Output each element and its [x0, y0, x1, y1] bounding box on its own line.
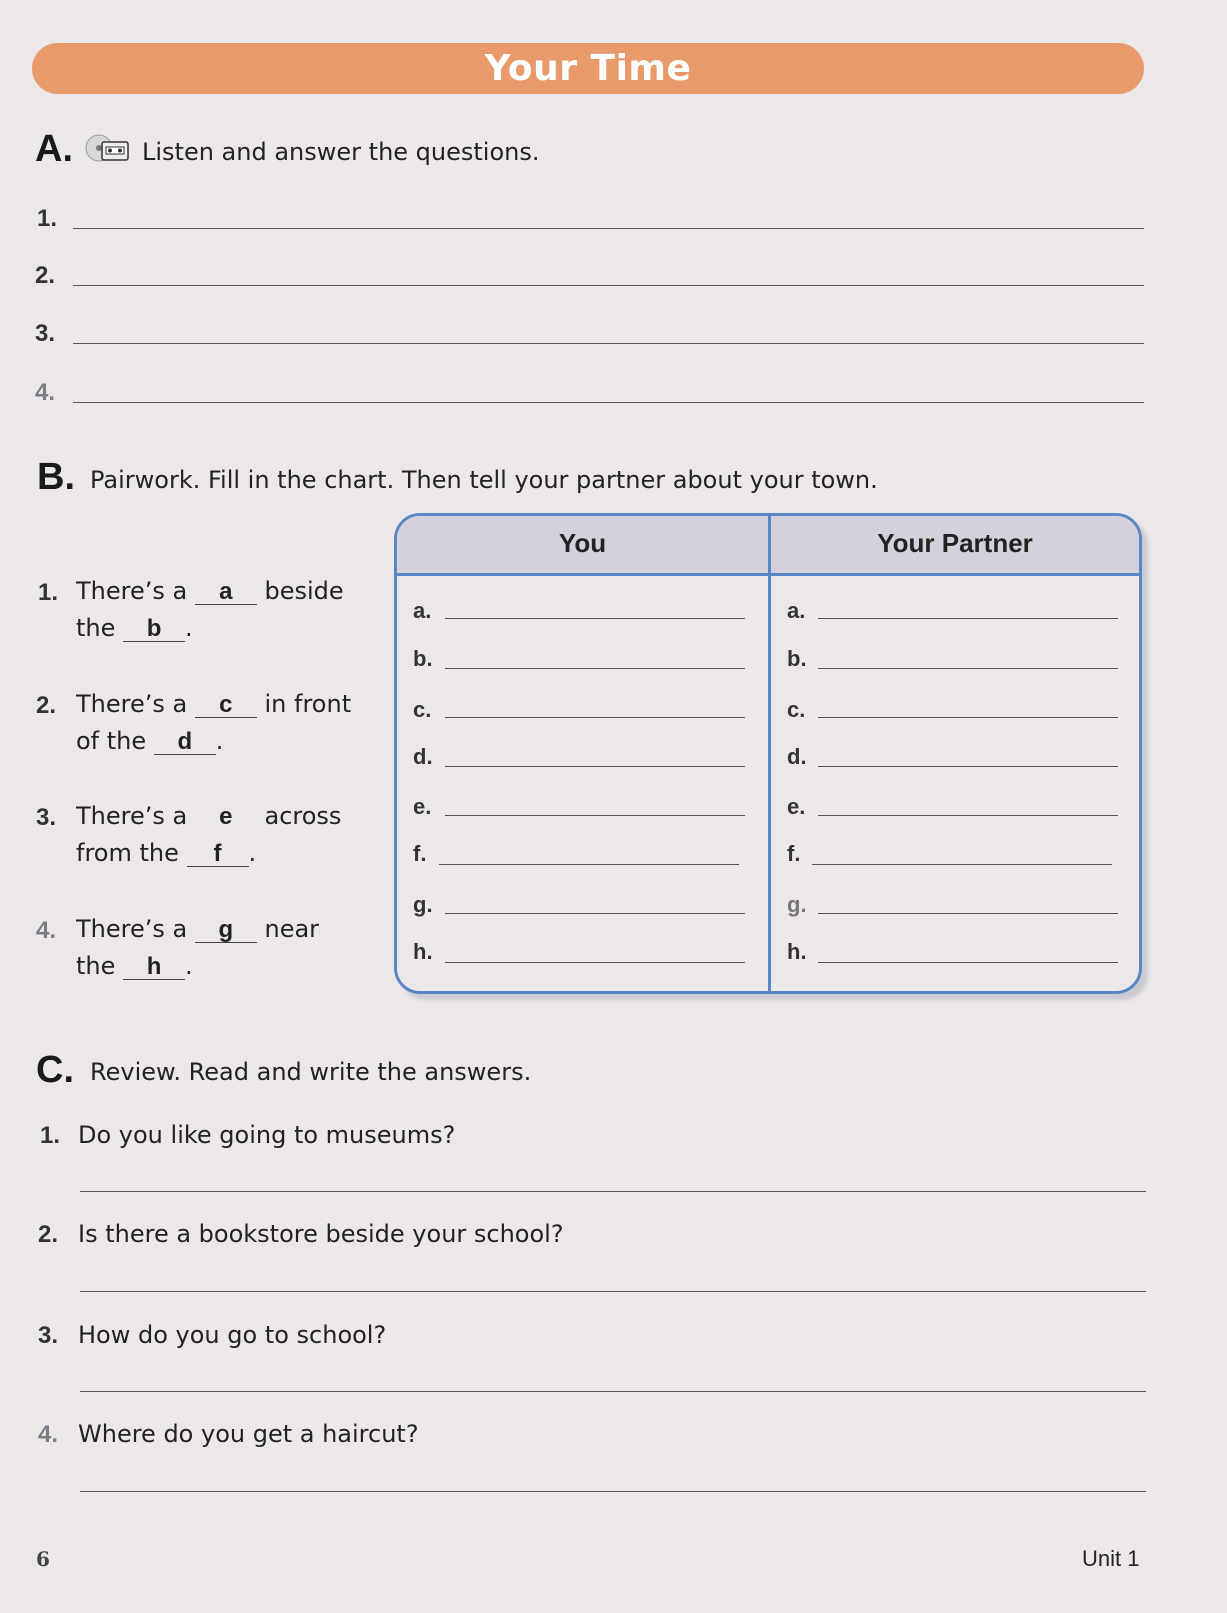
section-a-instruction: Listen and answer the questions. — [142, 138, 540, 166]
question-number: 2. — [38, 1221, 59, 1248]
answer-number: 4. — [35, 379, 56, 406]
chart-row-letter: g. — [787, 892, 807, 917]
chart-answer-line[interactable] — [439, 864, 739, 865]
chart-row-letter: f. — [413, 841, 427, 866]
section-a-letter: A. — [35, 128, 73, 170]
chart-row-letter: d. — [787, 744, 807, 769]
page-title: Your Time — [484, 48, 692, 89]
chart-answer-line[interactable] — [445, 668, 745, 669]
answer-line[interactable] — [80, 1491, 1146, 1492]
chart-row-letter: f. — [787, 841, 801, 866]
answer-line[interactable] — [80, 1191, 1146, 1192]
answer-line[interactable] — [73, 343, 1144, 344]
section-c-letter: C. — [36, 1049, 74, 1091]
chart-answer-line[interactable] — [445, 962, 745, 963]
chart-answer-line[interactable] — [818, 962, 1118, 963]
question-text: Is there a bookstore beside your school? — [78, 1220, 564, 1248]
sentence-number: 4. — [36, 917, 57, 944]
chart-answer-line[interactable] — [812, 864, 1112, 865]
answer-line[interactable] — [73, 402, 1144, 403]
chart-row-letter: c. — [413, 697, 432, 722]
chart-row-letter: c. — [787, 697, 806, 722]
unit-label: Unit 1 — [1082, 1546, 1140, 1571]
answer-line[interactable] — [73, 285, 1144, 286]
question-text: How do you go to school? — [78, 1321, 387, 1349]
answer-number: 2. — [35, 262, 56, 289]
chart-row-letter: b. — [787, 646, 807, 671]
question-number: 4. — [38, 1421, 59, 1448]
chart-row-letter: a. — [787, 598, 806, 623]
sentence-line-1: There’s a e across — [76, 802, 342, 830]
title-banner — [32, 43, 1144, 94]
chart-answer-line[interactable] — [818, 815, 1118, 816]
chart-answer-line[interactable] — [445, 618, 745, 619]
chart-row-letter: e. — [413, 794, 432, 819]
chart-answer-line[interactable] — [445, 717, 745, 718]
sentence-line-2: the h . — [76, 952, 193, 980]
pairwork-chart — [394, 513, 1142, 994]
chart-row-letter: h. — [787, 939, 807, 964]
column-title-partner: Your Partner — [877, 528, 1033, 558]
sentence-number: 3. — [36, 804, 57, 831]
column-title-you: You — [558, 528, 607, 558]
sentence-line-1: There’s a g near — [76, 915, 320, 943]
chart-divider — [768, 516, 771, 991]
page-number: 6 — [36, 1547, 50, 1571]
chart-row-letter: h. — [413, 939, 433, 964]
chart-answer-line[interactable] — [818, 618, 1118, 619]
sentence-number: 1. — [38, 579, 59, 606]
answer-line[interactable] — [80, 1391, 1146, 1392]
answer-line[interactable] — [80, 1291, 1146, 1292]
chart-row-letter: a. — [413, 598, 432, 623]
chart-answer-line[interactable] — [445, 766, 745, 767]
sentence-line-2: of the d . — [76, 727, 224, 755]
chart-answer-line[interactable] — [818, 913, 1118, 914]
chart-row-letter: g. — [413, 892, 433, 917]
chart-row-letter: b. — [413, 646, 433, 671]
sentence-line-2: the b . — [76, 614, 193, 642]
question-number: 3. — [38, 1322, 59, 1349]
question-text: Where do you get a haircut? — [78, 1420, 419, 1448]
answer-line[interactable] — [73, 228, 1144, 229]
question-text: Do you like going to museums? — [78, 1121, 456, 1149]
chart-answer-line[interactable] — [445, 913, 745, 914]
chart-answer-line[interactable] — [818, 668, 1118, 669]
chart-answer-line[interactable] — [445, 815, 745, 816]
answer-number: 1. — [37, 205, 58, 232]
section-c-instruction: Review. Read and write the answers. — [90, 1058, 532, 1086]
sentence-number: 2. — [36, 692, 57, 719]
cassette-icon — [84, 132, 134, 168]
sentence-line-1: There’s a a beside — [76, 577, 344, 605]
chart-row-letter: d. — [413, 744, 433, 769]
section-b-instruction: Pairwork. Fill in the chart. Then tell your partner about your town. — [90, 466, 878, 494]
chart-answer-line[interactable] — [818, 717, 1118, 718]
sentence-line-2: from the f . — [76, 839, 257, 867]
section-b-letter: B. — [37, 456, 75, 498]
sentence-line-1: There’s a c in front — [76, 690, 352, 718]
answer-number: 3. — [35, 320, 56, 347]
chart-row-letter: e. — [787, 794, 806, 819]
chart-answer-line[interactable] — [818, 766, 1118, 767]
question-number: 1. — [40, 1122, 61, 1149]
